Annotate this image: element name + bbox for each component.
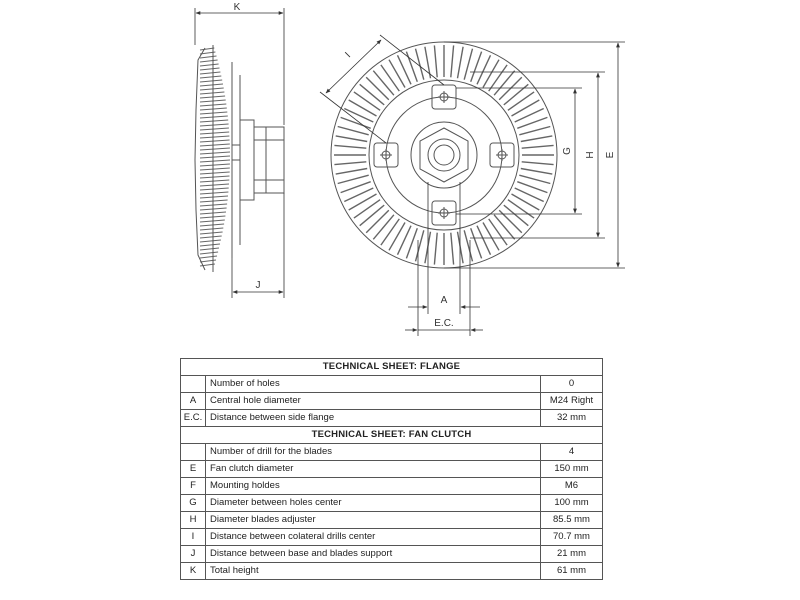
row-code: J: [181, 546, 206, 563]
side-fin: [200, 164, 230, 166]
table-row: [181, 461, 603, 478]
radial-fin: [508, 92, 534, 110]
row-description: Diameter blades adjuster: [206, 512, 541, 529]
radial-fin: [349, 100, 377, 116]
clutch-title: TECHNICAL SHEET: FAN CLUTCH: [181, 427, 603, 444]
side-view: [195, 45, 284, 272]
dimension-label-k: K: [233, 2, 241, 13]
radial-fin: [451, 45, 454, 77]
table-row: [181, 546, 603, 563]
radial-fin: [338, 175, 369, 183]
front-view: [331, 42, 557, 268]
radial-fin: [521, 136, 553, 142]
table-row: [181, 444, 603, 461]
table-row: [181, 478, 603, 495]
side-fin: [200, 176, 230, 178]
side-fin: [200, 156, 230, 158]
table-row: [181, 512, 603, 529]
radial-fin: [336, 136, 368, 142]
radial-fin: [334, 145, 366, 148]
radial-fin: [373, 71, 394, 96]
table-row: [181, 393, 603, 410]
side-fin: [200, 180, 229, 182]
radial-fin: [451, 233, 454, 265]
row-value: 100 mm: [541, 495, 603, 512]
table-row: [181, 495, 603, 512]
side-fin: [200, 48, 214, 50]
row-value: 4: [541, 444, 603, 461]
radial-fin: [360, 84, 385, 105]
row-description: Distance between side flange: [206, 410, 541, 427]
side-fin: [200, 248, 219, 250]
dimension-label-a: A: [440, 295, 448, 306]
radial-fin: [381, 219, 399, 245]
front-view-hub-ring: [411, 122, 477, 188]
radial-fin: [519, 127, 550, 135]
side-view-flange: [254, 127, 284, 193]
side-fin: [200, 200, 228, 202]
side-fin: [200, 72, 220, 74]
row-description: Diameter between holes center: [206, 495, 541, 512]
radial-fin: [504, 84, 529, 105]
side-fin: [200, 68, 220, 70]
radial-fin: [354, 200, 380, 218]
radial-fin: [349, 194, 377, 210]
radial-fin: [381, 65, 399, 91]
side-fin: [200, 184, 229, 186]
side-fin: [200, 116, 228, 118]
side-fin: [200, 56, 217, 58]
side-fin: [200, 204, 227, 206]
side-fin: [200, 256, 217, 258]
side-fin: [200, 252, 218, 254]
row-code: G: [181, 495, 206, 512]
front-view-central-hole: [428, 139, 460, 171]
row-value: 32 mm: [541, 410, 603, 427]
radial-fin: [458, 47, 464, 78]
radial-fin: [373, 215, 394, 240]
radial-fin: [522, 145, 554, 148]
side-fin: [200, 228, 223, 230]
radial-fin: [521, 169, 553, 175]
row-code: E.C.: [181, 410, 206, 427]
side-view-fins: [200, 48, 230, 266]
radial-fin: [434, 233, 437, 265]
side-fin: [200, 196, 228, 198]
row-value: 61 mm: [541, 563, 603, 580]
radial-fin: [522, 162, 554, 165]
table-row: [181, 529, 603, 546]
side-fin: [200, 124, 229, 126]
side-fin: [200, 120, 228, 122]
radial-fin: [354, 92, 380, 110]
radial-fin: [366, 77, 389, 100]
radial-fin: [512, 100, 540, 116]
row-value: 70.7 mm: [541, 529, 603, 546]
row-code: E: [181, 461, 206, 478]
side-fin: [200, 92, 224, 94]
radial-fin: [389, 60, 405, 88]
dimension-label-ec: E.C.: [434, 318, 454, 329]
flange-title: TECHNICAL SHEET: FLANGE: [181, 359, 603, 376]
technical-sheet-table: [180, 358, 603, 580]
radial-fin: [483, 223, 499, 251]
side-fin: [200, 132, 229, 134]
dimension-label-g: G: [562, 147, 573, 155]
front-view-radial-fins: [334, 45, 554, 265]
radial-fin: [489, 219, 507, 245]
table-row: [181, 410, 603, 427]
radial-fin: [504, 205, 529, 226]
radial-fin: [483, 60, 499, 88]
side-fin: [200, 148, 230, 150]
radial-fin: [336, 169, 368, 175]
dimension-label-j: J: [255, 280, 261, 291]
row-code: [181, 444, 206, 461]
row-code: H: [181, 512, 206, 529]
row-code: I: [181, 529, 206, 546]
row-value: M24 Right: [541, 393, 603, 410]
front-view-hex-flange: [420, 128, 468, 182]
dimension-label-i: I: [343, 50, 354, 61]
radial-fin: [464, 230, 472, 261]
side-fin: [200, 172, 230, 174]
side-fin: [200, 232, 223, 234]
side-fin: [200, 80, 222, 82]
radial-fin: [334, 162, 366, 165]
side-fin: [200, 88, 224, 90]
radial-fin: [508, 200, 534, 218]
radial-fin: [499, 210, 522, 233]
row-value: M6: [541, 478, 603, 495]
row-value: 150 mm: [541, 461, 603, 478]
side-fin: [200, 64, 219, 66]
radial-fin: [416, 230, 424, 261]
side-fin: [200, 160, 230, 162]
radial-fin: [519, 175, 550, 183]
row-value: 85.5 mm: [541, 512, 603, 529]
clutch-header-row: [181, 427, 603, 444]
side-fin: [200, 60, 218, 62]
side-fin: [200, 152, 230, 154]
flange-header-row: [181, 359, 603, 376]
side-fin: [200, 144, 230, 146]
side-fin: [200, 128, 229, 130]
row-description: Fan clutch diameter: [206, 461, 541, 478]
row-description: Total height: [206, 563, 541, 580]
row-description: Central hole diameter: [206, 393, 541, 410]
radial-fin: [464, 49, 472, 80]
radial-fin: [494, 71, 515, 96]
side-view-hub: [240, 120, 254, 200]
front-view-mounting-bosses: [374, 85, 514, 225]
radial-fin: [499, 77, 522, 100]
radial-fin: [389, 223, 405, 251]
row-code: K: [181, 563, 206, 580]
row-code: [181, 376, 206, 393]
dimension-label-h: H: [585, 151, 596, 159]
radial-fin: [512, 194, 540, 210]
row-value: 0: [541, 376, 603, 393]
table-row: [181, 563, 603, 580]
side-fin: [200, 84, 223, 86]
table-row: [181, 376, 603, 393]
side-fin: [200, 188, 229, 190]
side-fin: [200, 76, 221, 78]
radial-fin: [494, 215, 515, 240]
side-fin: [200, 260, 216, 262]
radial-fin: [366, 210, 389, 233]
dimension-label-e: E: [605, 151, 616, 159]
row-code: A: [181, 393, 206, 410]
row-description: Number of holes: [206, 376, 541, 393]
side-fin: [200, 220, 225, 222]
side-fin: [200, 244, 220, 246]
row-description: Distance between base and blades support: [206, 546, 541, 563]
side-fin: [200, 140, 230, 142]
side-fin: [200, 240, 221, 242]
side-view-boss: [232, 145, 240, 160]
radial-fin: [489, 65, 507, 91]
side-fin: [200, 136, 229, 138]
row-description: Number of drill for the blades: [206, 444, 541, 461]
row-description: Distance between colateral drills center: [206, 529, 541, 546]
side-fin: [200, 168, 230, 170]
radial-fin: [434, 45, 437, 77]
side-fin: [200, 112, 227, 114]
radial-fin: [338, 127, 369, 135]
row-description: Mounting holdes: [206, 478, 541, 495]
side-fin: [200, 224, 224, 226]
side-fin: [200, 236, 222, 238]
side-fin: [200, 192, 228, 194]
row-code: F: [181, 478, 206, 495]
radial-fin: [360, 205, 385, 226]
row-value: 21 mm: [541, 546, 603, 563]
